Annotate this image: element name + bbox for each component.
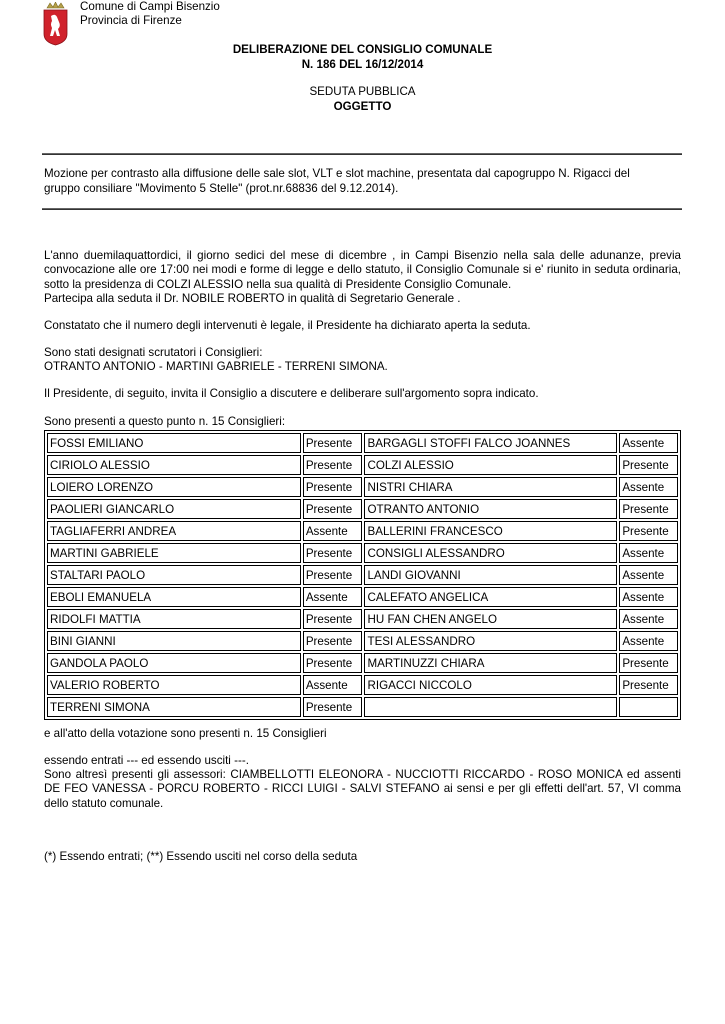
oggetto-line-1: Mozione per contrasto alla diffusione delle sale slot, VLT e slot machine, presentata dal capogruppo N. Rigacci del <box>44 167 630 180</box>
councillor-name: OTRANTO ANTONIO <box>364 499 617 519</box>
councillor-name: VALERIO ROBERTO <box>47 675 301 695</box>
councillor-status: Presente <box>303 697 363 717</box>
nota-paragraph: (*) Essendo entrati; (**) Essendo usciti nel corso della seduta <box>44 850 358 863</box>
scrutatori-line-2: OTRANTO ANTONIO - MARTINI GABRIELE - TERRENI SIMONA. <box>44 360 388 374</box>
councillor-name: EBOLI EMANUELA <box>47 587 301 607</box>
scrutatori-line-1: Sono stati designati scrutatori i Consiglieri: <box>44 346 263 359</box>
attendance-row <box>47 477 678 497</box>
attendance-row <box>47 455 678 475</box>
councillor-name: HU FAN CHEN ANGELO <box>364 609 617 629</box>
councillor-status <box>619 697 678 717</box>
deliberazione-title <box>0 42 725 72</box>
attendance-table <box>44 430 681 720</box>
councillor-name: BINI GIANNI <box>47 631 301 651</box>
councillor-status: Presente <box>303 455 363 475</box>
councillor-name: RIDOLFI MATTIA <box>47 609 301 629</box>
councillor-name: COLZI ALESSIO <box>364 455 617 475</box>
councillor-status: Presente <box>303 609 363 629</box>
councillor-status: Presente <box>619 653 678 673</box>
councillor-name: BALLERINI FRANCESCO <box>364 521 617 541</box>
attendance-row <box>47 499 678 519</box>
councillor-status: Assente <box>619 433 678 453</box>
councillor-status: Presente <box>303 543 363 563</box>
title-line-1: DELIBERAZIONE DEL CONSIGLIO COMUNALE <box>232 43 493 56</box>
attendance-row <box>47 433 678 453</box>
presenti-intro: Sono presenti a questo punto n. 15 Consiglieri: <box>44 415 286 428</box>
seduta-block <box>0 84 725 114</box>
oggetto-text <box>44 166 681 196</box>
constatato-paragraph: Constatato che il numero degli intervenuti è legale, il Presidente ha dichiarato aperta la seduta. <box>44 319 531 332</box>
comune-name: Comune di Campi Bisenzio <box>80 0 220 13</box>
councillor-status: Presente <box>619 521 678 541</box>
attendance-row <box>47 609 678 629</box>
councillor-status: Presente <box>619 675 678 695</box>
councillor-status: Presente <box>303 565 363 585</box>
seduta-label: SEDUTA PUBBLICA <box>309 85 416 98</box>
attendance-row <box>47 697 678 717</box>
councillor-name: NISTRI CHIARA <box>364 477 617 497</box>
segretario-paragraph: Partecipa alla seduta il Dr. NOBILE ROBERTO in qualità di Segretario Generale . <box>44 292 461 305</box>
attendance-row <box>47 675 678 695</box>
divider-top <box>42 153 682 155</box>
councillor-name: CALEFATO ANGELICA <box>364 587 617 607</box>
councillor-status: Assente <box>619 543 678 563</box>
assessori-paragraph: Sono altresì presenti gli assessori: CIAMBELLOTTI ELEONORA - NUCCIOTTI RICCARDO - ROSO MONICA ed assenti DE FEO VANESSA - PORCU ROBERTO - RICCI LUIGI - SALVI STEFANO ai sensi e per gli effetti dell'art. 57, VI comma dello statuto comunale. <box>44 768 681 810</box>
councillor-name: TAGLIAFERRI ANDREA <box>47 521 301 541</box>
councillor-name: RIGACCI NICCOLO <box>364 675 617 695</box>
councillor-status: Assente <box>303 675 363 695</box>
attendance-row <box>47 631 678 651</box>
attendance-row <box>47 587 678 607</box>
councillor-name: MARTINI GABRIELE <box>47 543 301 563</box>
oggetto-label: OGGETTO <box>333 100 392 113</box>
councillor-status: Assente <box>619 587 678 607</box>
councillor-status: Presente <box>619 499 678 519</box>
divider-bottom <box>42 208 682 210</box>
attendance-row <box>47 653 678 673</box>
councillor-name: BARGAGLI STOFFI FALCO JOANNES <box>364 433 617 453</box>
attendance-row <box>47 565 678 585</box>
entrati-paragraph: essendo entrati --- ed essendo usciti ---. <box>44 754 249 767</box>
councillor-status: Assente <box>619 609 678 629</box>
councillor-name: LANDI GIOVANNI <box>364 565 617 585</box>
councillor-name <box>364 697 617 717</box>
councillor-name: MARTINUZZI CHIARA <box>364 653 617 673</box>
scrutatori-block <box>44 346 681 375</box>
title-line-2: N. 186 DEL 16/12/2014 <box>301 58 424 71</box>
councillor-name: TERRENI SIMONA <box>47 697 301 717</box>
attendance-row <box>47 521 678 541</box>
councillor-name: STALTARI PAOLO <box>47 565 301 585</box>
provincia-name: Provincia di Firenze <box>80 14 182 27</box>
councillor-status: Presente <box>303 477 363 497</box>
councillor-status: Assente <box>619 565 678 585</box>
councillor-status: Presente <box>303 653 363 673</box>
header-comune-block <box>80 0 220 28</box>
councillor-status: Presente <box>303 631 363 651</box>
councillor-status: Assente <box>619 631 678 651</box>
councillor-status: Presente <box>303 433 363 453</box>
councillor-status: Presente <box>619 455 678 475</box>
oggetto-line-2: gruppo consiliare "Movimento 5 Stelle" (prot.nr.68836 del 9.12.2014). <box>44 182 399 195</box>
councillor-name: GANDOLA PAOLO <box>47 653 301 673</box>
councillor-name: FOSSI EMILIANO <box>47 433 301 453</box>
councillor-name: CIRIOLO ALESSIO <box>47 455 301 475</box>
councillor-status: Presente <box>303 499 363 519</box>
councillor-name: LOIERO LORENZO <box>47 477 301 497</box>
votazione-paragraph: e all'atto della votazione sono presenti n. 15 Consiglieri <box>44 727 327 740</box>
councillor-status: Assente <box>303 587 363 607</box>
invito-paragraph: Il Presidente, di seguito, invita il Consiglio a discutere e deliberare sull'argomento sopra indicato. <box>44 387 539 400</box>
councillor-status: Assente <box>303 521 363 541</box>
comune-crest-logo <box>42 2 69 46</box>
councillor-name: CONSIGLI ALESSANDRO <box>364 543 617 563</box>
councillor-name: PAOLIERI GIANCARLO <box>47 499 301 519</box>
councillor-status: Assente <box>619 477 678 497</box>
attendance-row <box>47 543 678 563</box>
councillor-name: TESI ALESSANDRO <box>364 631 617 651</box>
intro-paragraph: L'anno duemilaquattordici, il giorno sedici del mese di dicembre , in Campi Bisenzio nella sala delle adunanze, previa convocazione alle ore 17:00 nei modi e forme di legge e dello statuto, il Consiglio Comunale si e' riunito in seduta ordinaria, sotto la presidenza di COLZI ALESSIO nella sua qualità di Presidente Consiglio Comunale. <box>44 249 681 291</box>
